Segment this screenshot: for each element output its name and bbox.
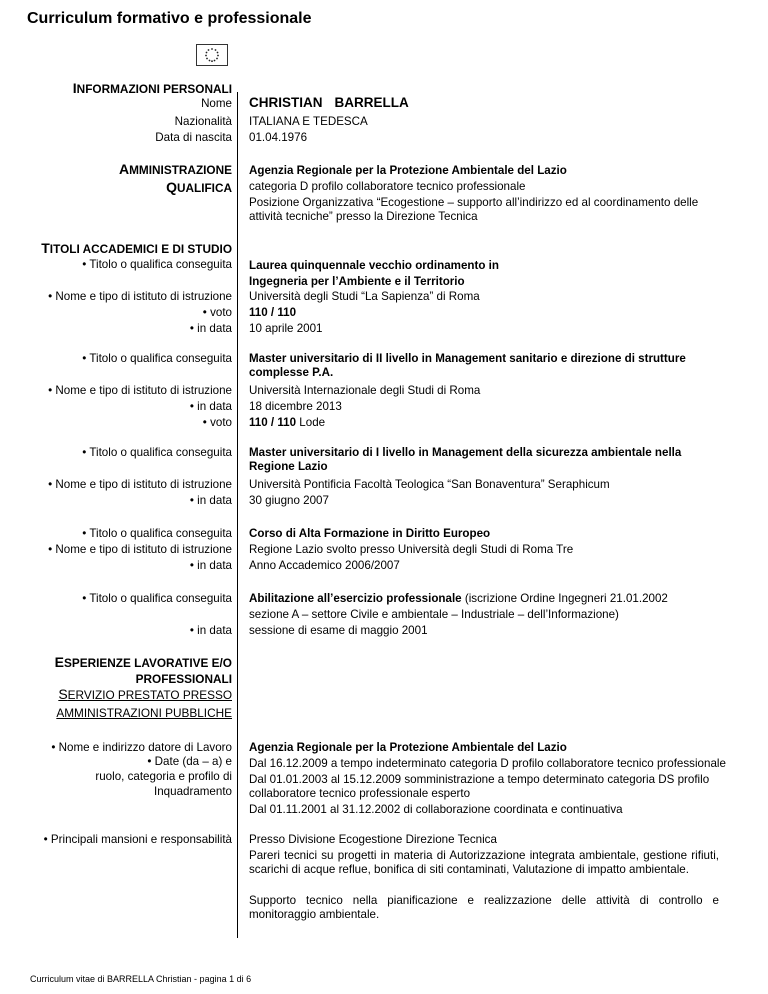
istituto-1: Università degli Studi “La Sapienza” di Roma	[249, 290, 480, 303]
titolo-5-line2: sezione A – settore Civile e ambientale – Industriale – dell’Informazione)	[249, 608, 619, 621]
section-heading-servizio: SERVIZIO PRESTATO PRESSO	[58, 686, 232, 702]
titolo-1-line1: Laurea quinquennale vecchio ordinamento in	[249, 259, 499, 272]
label-data: • in data	[189, 559, 232, 572]
page-footer: Curriculum vitae di BARRELLA Christian - pagina 1 di 6	[30, 974, 252, 984]
label-nazionalita: Nazionalità	[174, 115, 232, 128]
label-date: • Date (da – a) e	[147, 755, 232, 768]
label-titolo: • Titolo o qualifica conseguita	[82, 352, 232, 365]
label-voto: • voto	[202, 306, 232, 319]
admin-position: Posizione Organizzativa “Ecogestione – supporto all’indirizzo ed al coordinamento delle attività tecniche” presso la Direzione Tecnica	[249, 196, 699, 223]
voto-1: 110 / 110	[249, 306, 297, 319]
voto-2: 110 / 110 Lode	[249, 416, 326, 429]
label-istituto: • Nome e tipo di istituto di istruzione	[48, 384, 232, 397]
full-name: CHRISTIAN BARRELLA	[249, 95, 409, 110]
label-mansioni: • Principali mansioni e responsabilità	[43, 833, 232, 846]
period-3: Dal 01.11.2001 al 31.12.2002 di collaborazione coordinata e continuativa	[249, 803, 623, 816]
duties-paragraph-1: Pareri tecnici su progetti in materia di Autorizzazione integrata ambientale, gestione rifiuti, scarichi di acque reflue, bonifica di siti contaminati, Valutazione di impatto ambientale.	[249, 849, 719, 876]
section-heading-personal: INFORMAZIONI PERSONALI	[72, 80, 232, 96]
label-istituto: • Nome e tipo di istituto di istruzione	[48, 543, 232, 556]
label-titolo: • Titolo o qualifica conseguita	[82, 592, 232, 605]
istituto-4: Regione Lazio svolto presso Università degli Studi di Roma Tre	[249, 543, 574, 556]
column-divider	[237, 92, 238, 938]
data-1: 10 aprile 2001	[249, 322, 323, 335]
admin-category: categoria D profilo collaboratore tecnico professionale	[249, 180, 526, 193]
label-istituto: • Nome e tipo di istituto di istruzione	[48, 290, 232, 303]
birth-date: 01.04.1976	[249, 131, 308, 144]
page-title: Curriculum formativo e professionale	[27, 10, 312, 27]
period-1: Dal 16.12.2009 a tempo indeterminato categoria D profilo collaboratore tecnico professionale	[249, 757, 726, 770]
label-data: • in data	[189, 400, 232, 413]
label-data: • in data	[189, 322, 232, 335]
section-heading-esperienze: ESPERIENZE LAVORATIVE E/O	[54, 654, 232, 670]
section-heading-amministrazione: AMMINISTRAZIONE	[118, 161, 232, 177]
label-istituto: • Nome e tipo di istituto di istruzione	[48, 478, 232, 491]
duties-paragraph-2: Supporto tecnico nella pianificazione e realizzazione delle attività di controllo e monitoraggio ambientale.	[249, 894, 719, 921]
nationality: ITALIANA E TEDESCA	[249, 115, 368, 128]
section-heading-amministrazioni-pubbliche: AMMINISTRAZIONI PUBBLICHE	[56, 706, 232, 720]
label-ruolo: ruolo, categoria e profilo di	[95, 770, 232, 783]
titolo-5: Abilitazione all’esercizio professionale (iscrizione Ordine Ingegneri 21.01.2002	[249, 592, 668, 605]
label-data: • in data	[189, 494, 232, 507]
titolo-2: Master universitario di II livello in Management sanitario e direzione di strutture complesse P.A.	[249, 352, 686, 379]
section-heading-titoli: TITOLI ACCADEMICI E DI STUDIO	[41, 240, 232, 256]
label-data-nascita: Data di nascita	[155, 131, 232, 144]
admin-agency: Agenzia Regionale per la Protezione Ambientale del Lazio	[249, 164, 567, 177]
data-3: 30 giugno 2007	[249, 494, 329, 507]
titolo-3: Master universitario di I livello in Management della sicurezza ambientale nella Regione Lazio	[249, 446, 682, 473]
label-titolo: • Titolo o qualifica conseguita	[82, 446, 232, 459]
label-titolo: • Titolo o qualifica conseguita	[82, 258, 232, 271]
employer-name: Agenzia Regionale per la Protezione Ambientale del Lazio	[249, 741, 567, 754]
istituto-3: Università Pontificia Facoltà Teologica “San Bonaventura” Seraphicum	[249, 478, 610, 491]
label-inquadramento: Inquadramento	[154, 785, 232, 798]
label-titolo: • Titolo o qualifica conseguita	[82, 527, 232, 540]
titolo-4: Corso di Alta Formazione in Diritto Europeo	[249, 527, 491, 540]
data-2: 18 dicembre 2013	[249, 400, 342, 413]
label-data: • in data	[189, 624, 232, 637]
data-5: sessione di esame di maggio 2001	[249, 624, 428, 637]
section-heading-qualifica: QUALIFICA	[166, 179, 232, 195]
period-2: Dal 01.01.2003 al 15.12.2009 somministrazione a tempo determinato categoria DS profilo collaboratore tecnico professionale esperto	[249, 773, 710, 800]
istituto-2: Università Internazionale degli Studi di Roma	[249, 384, 481, 397]
eu-flag-logo	[196, 44, 228, 66]
label-nome: Nome	[201, 97, 232, 110]
label-datore: • Nome e indirizzo datore di Lavoro	[51, 741, 232, 754]
label-voto: • voto	[202, 416, 232, 429]
data-4: Anno Accademico 2006/2007	[249, 559, 400, 572]
section-heading-professionali: PROFESSIONALI	[135, 672, 232, 686]
titolo-1-line2: Ingegneria per l’Ambiente e il Territorio	[249, 275, 465, 288]
duties-line1: Presso Divisione Ecogestione Direzione Tecnica	[249, 833, 497, 846]
